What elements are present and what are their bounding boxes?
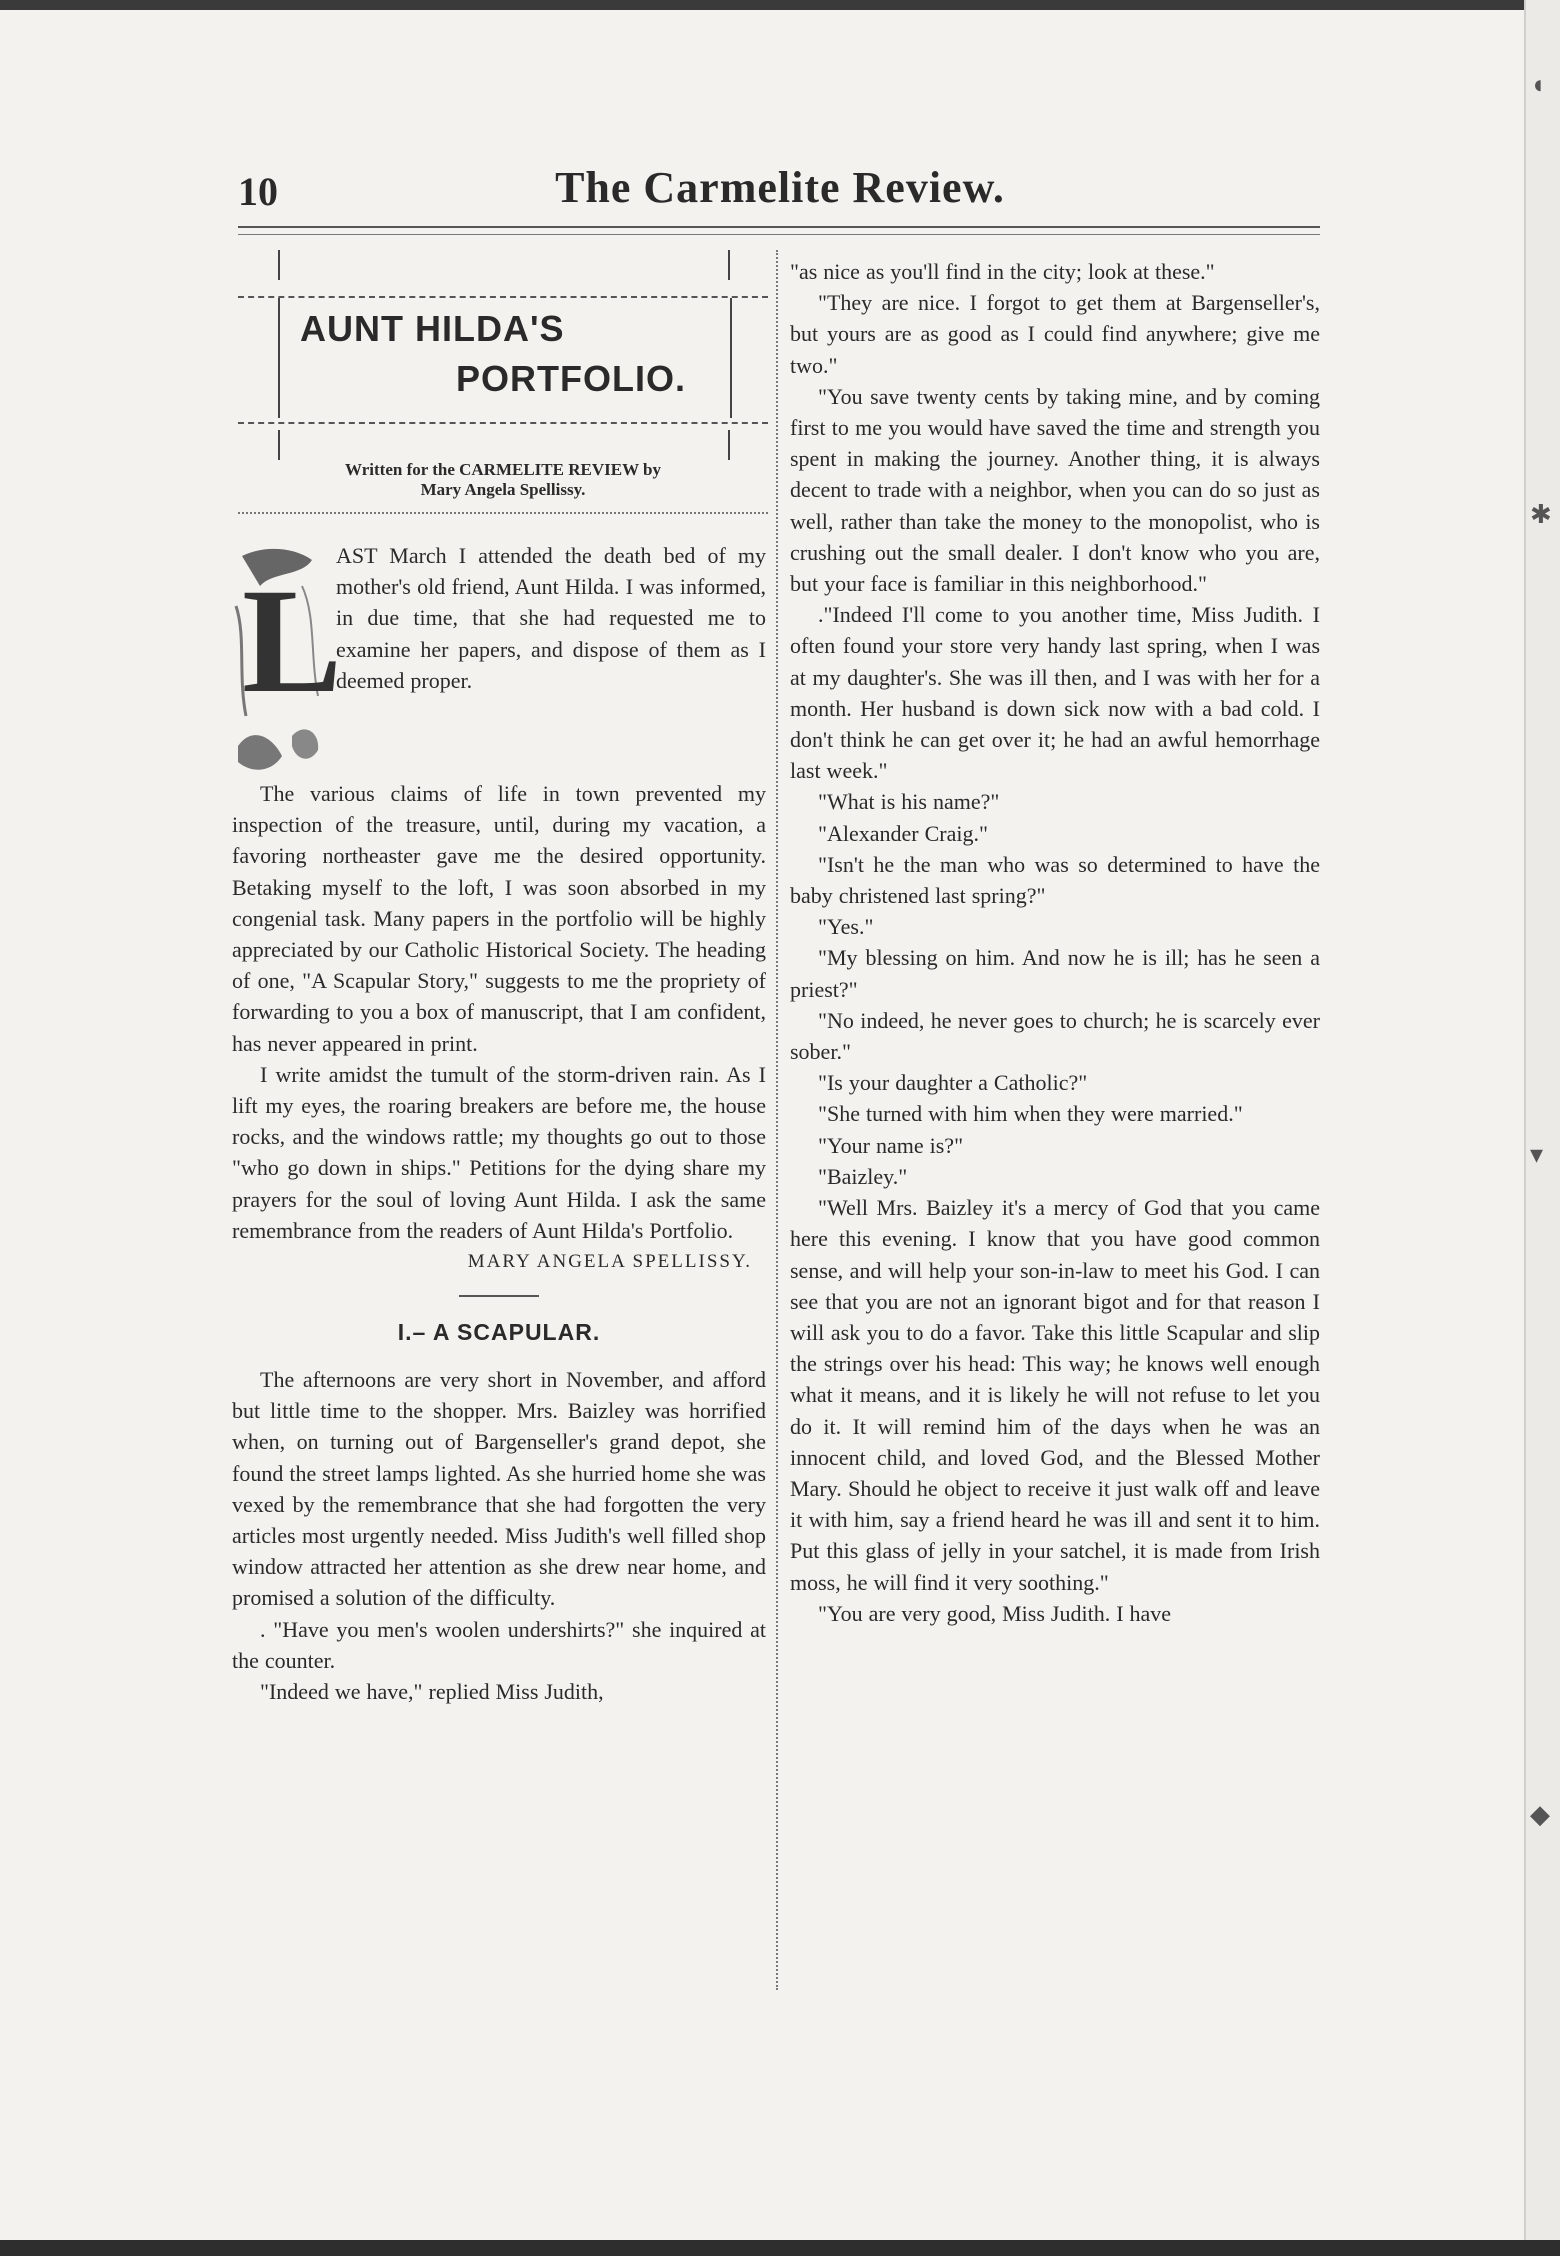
story-paragraph: "You are very good, Miss Judith. I have [818, 1600, 1172, 1626]
header-rule-thin [238, 234, 1320, 235]
ornamental-drop-cap [232, 546, 343, 778]
section-divider [459, 1295, 539, 1297]
article-byline [238, 460, 768, 500]
story-paragraph: The afternoons are very short in November, and afford but little time to the shopper. Mrs. Baizley was horrified when, on turning out of Bargenseller's grand depot, she found the street lamps lighted. As she hurried home she was vexed by the remembrance that she had forgotten the very articles most urgently needed. Miss Judith's well filled shop window attracted her attention as she drew near home, and promised a solution of the difficulty. [232, 1367, 766, 1611]
byline-line1: Written for the CARMELITE REVIEW by [345, 460, 661, 479]
story-paragraph: "No indeed, he never goes to church; he is scarcely ever sober." [790, 1007, 1320, 1065]
edge-mark: ◖ [1530, 70, 1546, 99]
column-left [232, 540, 766, 1707]
story-paragraph: "Alexander Craig." [818, 820, 988, 846]
story-paragraph: "Isn't he the man who was so determined to have the baby christened last spring?" [790, 851, 1320, 909]
story-paragraph: "They are nice. I forgot to get them at Bargenseller's, but yours are as good as I could find anywhere; give me two." [790, 290, 1320, 378]
story-paragraph: "Yes." [818, 914, 874, 940]
title-box-rule [238, 422, 768, 424]
title-box-tick [278, 430, 280, 460]
scan-top-border [0, 0, 1560, 10]
page-number: 10 [238, 169, 278, 214]
intro-paragraph-2: The various claims of life in town prevented my inspection of the treasure, until, during my vacation, a favoring northeaster gave me the desired opportunity. Betaking myself to the loft, I was soon absorbed in my congenial task. Many papers in the portfolio will be highly appreciated by our Catholic Historical Society. The heading of one, "A Scapular Story," suggests to me the propriety of forwarding to you a box of manuscript, that I am confident, has never appeared in print. [232, 781, 766, 1056]
story-paragraph: "Well Mrs. Baizley it's a mercy of God that you came here this evening. I know that you have good common sense, and will help your son-in-law to meet his God. I can see that you are not an ignorant bigot and for that reason I will ask you to do a favor. Take this little Scapular and slip the strings over his head: This way; he knows well enough what it means, and it is likely he will not refuse to let you do it. It will remind him of the days when he was an innocent child, and loved God, and the Blessed Mother Mary. Should he object to receive it just walk off and leave it with him, say a friend heard he was ill and sent it to him. Put this glass of jelly in your satchel, it is made from Irish moss, he will find it very soothing." [790, 1195, 1320, 1595]
title-box-tick [728, 250, 730, 280]
title-box-tick [728, 430, 730, 460]
intro-paragraph-3: I write amidst the tumult of the storm-driven rain. As I lift my eyes, the roaring breakers are before me, the house rocks, and the windows rattle; my thoughts go out to those "who go down in ships." Petitions for the dying share my prayers for the soul of loving Aunt Hilda. I ask the same remembrance from the readers of Aunt Hilda's Portfolio. [232, 1061, 766, 1243]
intro-paragraph-1: AST March I attended the death bed of my mother's old friend, Aunt Hilda. I was informed, in due time, that she had requested me to examine her papers, and dispose of them as I deemed proper. [336, 543, 766, 693]
byline-rule [238, 512, 768, 514]
column-right [790, 256, 1320, 1629]
story-paragraph: "as nice as you'll find in the city; look at these." [790, 259, 1215, 284]
edge-mark: ✱ [1530, 500, 1552, 529]
story-paragraph: "Baizley." [818, 1163, 908, 1189]
story-paragraph: ."Indeed I'll come to you another time, Miss Judith. I often found your store very handy last spring, when I was at my daughter's. She was ill then, and I was with her for a month. Her husband is down sick now with a bad cold. I don't think he can get over it; he had an awful hemorrhage last week." [790, 602, 1320, 784]
author-signature: MARY ANGELA SPELLISSY. [467, 1251, 752, 1273]
story-paragraph: "What is his name?" [818, 789, 1000, 815]
article-title-box [238, 250, 768, 520]
story-paragraph: "She turned with him when they were married." [818, 1101, 1243, 1127]
story-paragraph: "You save twenty cents by taking mine, and by coming first to me you would have saved the time and strength you spent in making the journey. Another thing, it is always decent to trade with a neighbor, when you can do so just as well, rather than take the money to the monopolist, who is crushing out the small dealer. I don't know who you are, but your face is familiar in this neighborhood." [790, 383, 1320, 597]
story-paragraph: "Your name is?" [818, 1132, 964, 1158]
story-paragraph: "Is your daughter a Catholic?" [818, 1070, 1088, 1096]
column-divider [776, 250, 778, 1990]
scan-right-edge [1524, 0, 1560, 2256]
header-rule [238, 226, 1320, 228]
title-box-tick [278, 250, 280, 280]
story-paragraph: "Indeed we have," replied Miss Judith, [260, 1679, 604, 1705]
byline-line2: Mary Angela Spellissy. [420, 480, 586, 499]
article-title-line2: PORTFOLIO. [456, 358, 686, 399]
edge-mark: ▾ [1530, 1140, 1544, 1169]
article-title-line1: AUNT HILDA'S [300, 308, 565, 349]
edge-mark: ◆ [1530, 1800, 1550, 1829]
running-head: The Carmelite Review. [555, 163, 1005, 212]
drop-cap-letter: L [242, 558, 343, 724]
story-paragraph: . "Have you men's woolen undershirts?" she inquired at the counter. [232, 1616, 766, 1673]
section-heading: I.– A SCAPULAR. [397, 1319, 601, 1346]
story-paragraph: "My blessing on him. And now he is ill; has he seen a priest?" [790, 945, 1320, 1002]
scan-bottom-border [0, 2240, 1560, 2256]
